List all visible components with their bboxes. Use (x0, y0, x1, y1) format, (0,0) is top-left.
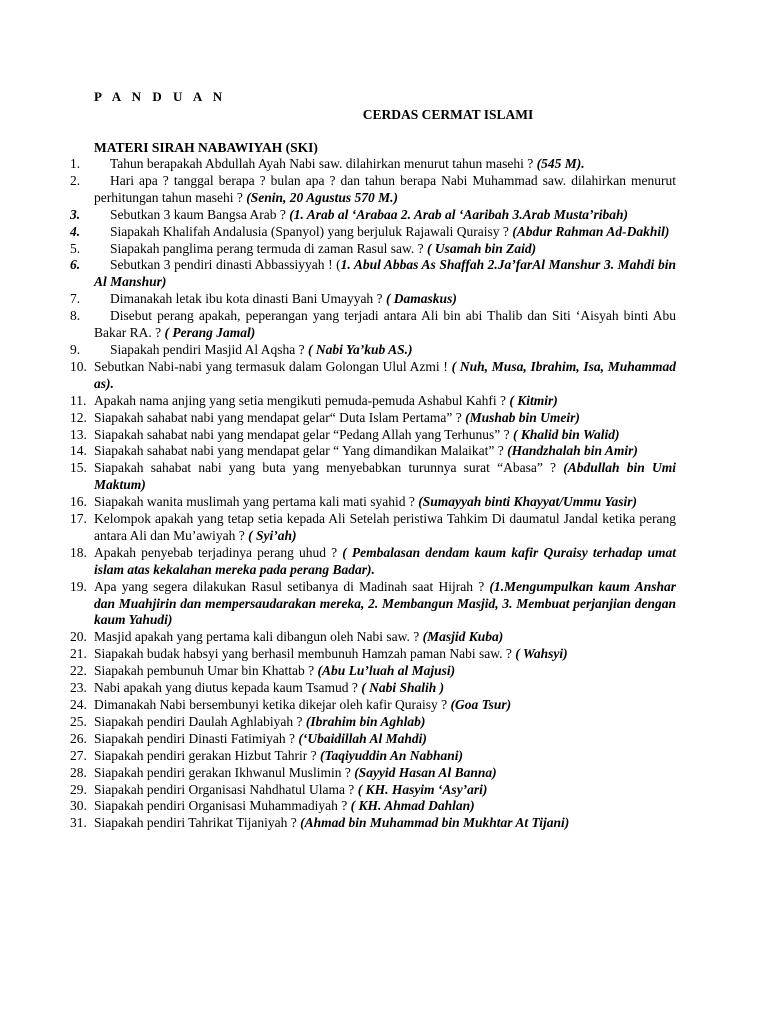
question-body: Siapakah pendiri Organisasi Muhammadiyah ? (94, 798, 351, 814)
question-body: Tahun berapakah Abdullah Ayah Nabi saw. dilahirkan menurut tahun masehi ? (110, 156, 537, 171)
question-text (94, 241, 536, 256)
question-number: 4. (70, 223, 81, 239)
question-item (70, 460, 676, 494)
section-title: MATERI SIRAH NABAWIYAH (SKI) (94, 140, 318, 155)
question-item (70, 663, 676, 680)
question-text (94, 359, 676, 391)
question-body: Apakah nama anjing yang setia mengikuti pemuda-pemuda Ashabul Kahfi ? (94, 392, 510, 408)
question-text (94, 511, 676, 543)
question-text (94, 782, 487, 797)
question-body: Disebut perang apakah, peperangan yang terjadi antara Ali bin abi Thalib dan Siti ‘Aisyah binti Abu Bakar RA. ? (94, 308, 676, 341)
question-item (70, 224, 676, 241)
question-item (70, 173, 676, 207)
answer-text: ( Usamah bin Zaid) (427, 240, 537, 256)
answer-text: ( Damaskus) (385, 291, 457, 307)
answer-text: (Sayyid Hasan Al Banna) (354, 764, 497, 780)
question-list (70, 156, 676, 832)
question-number: 3. (70, 206, 81, 222)
question-item (70, 156, 676, 173)
answer-text: (Goa Tsur) (450, 697, 512, 712)
question-number: 9. (70, 341, 81, 357)
question-item (70, 291, 676, 308)
question-body: Siapakah sahabat nabi yang mendapat gelar “ Yang dimandikan Malaikat” ? (94, 443, 508, 459)
question-number: 26. (70, 730, 87, 746)
question-body: Siapakah sahabat nabi yang buta yang menyebabkan turunnya surat “Abasa” ? (94, 460, 564, 476)
question-body: Siapakah budak habsyi yang berhasil membunuh Hamzah paman Nabi saw. ? (94, 646, 516, 662)
question-number: 22. (70, 663, 87, 679)
answer-text: (Handzhalah bin Amir) (507, 443, 638, 459)
question-item (70, 257, 676, 291)
question-body: Siapakah pendiri gerakan Ikhwanul Muslimin ? (94, 764, 355, 780)
question-item (70, 731, 676, 748)
question-number: 27. (70, 747, 87, 763)
question-body: Sebutkan Nabi-nabi yang termasuk dalam Golongan Ulul Azmi ! (94, 358, 452, 374)
question-text (94, 815, 569, 830)
answer-text: ( KH. Ahmad Dahlan) (350, 798, 475, 814)
question-body: Siapakah sahabat nabi yang mendapat gelar“ Duta Islam Pertama” ? (94, 409, 466, 425)
answer-text: (Masjid Kuba) (422, 629, 504, 645)
question-body: Siapakah Khalifah Andalusia (Spanyol) yang berjuluk Rajawali Quraisy ? (110, 223, 513, 239)
answer-text: (‘Ubaidillah Al Mahdi) (298, 730, 427, 746)
question-body: Siapakah pendiri Masjid Al Aqsha ? (110, 341, 308, 357)
question-item (70, 427, 676, 444)
question-item (70, 443, 676, 460)
question-body: Siapakah sahabat nabi yang mendapat gelar “Pedang Allah yang Terhunus” ? (94, 426, 514, 442)
question-body: Siapakah pendiri Organisasi Nahdhatul Ulama ? (94, 781, 358, 797)
question-text (94, 173, 676, 205)
question-number: 15. (70, 460, 87, 476)
question-number: 1. (70, 156, 81, 171)
question-item (70, 646, 676, 663)
answer-text: (545 M). (536, 156, 585, 171)
question-number: 31. (70, 815, 87, 831)
question-text (94, 410, 580, 425)
question-text (94, 156, 585, 171)
question-body: Kelompok apakah yang tetap setia kepada Ali Setelah peristiwa Tahkim Di daumatul Jandal ketika perang antara Ali dan Mu’awiyah ? (94, 511, 676, 543)
question-text (94, 663, 455, 678)
question-text (94, 308, 676, 340)
question-item (70, 393, 676, 410)
answer-text: ( Pembalasan dendam kaum kafir Quraisy terhadap umat islam atas kekalahan mereka pada perang Badar). (94, 544, 677, 577)
question-number: 29. (70, 781, 87, 797)
question-item (70, 782, 676, 799)
answer-text: 1. Abul Abbas As Shaffah 2.Ja’farAl Manshur 3. Mahdi bin Al Manshur) (94, 257, 676, 290)
question-number: 16. (70, 494, 87, 510)
answer-text: ( Nuh, Musa, Ibrahim, Isa, Muhammad as). (94, 358, 676, 391)
answer-text: (1.Mengumpulkan kaum Anshar dan Muahjirin dan mempersaudarakan mereka, 2. Membangun Masjid, 3. Membuat perjanjian dengan kaum Yahudi) (94, 578, 677, 628)
question-number: 18. (70, 544, 87, 560)
question-number: 20. (70, 629, 87, 645)
question-body: Siapakah pendiri Daulah Aghlabiyah ? (94, 713, 306, 729)
question-number: 2. (70, 172, 81, 188)
question-item (70, 714, 676, 731)
document-title: CERDAS CERMAT ISLAMI (362, 107, 534, 122)
question-number: 25. (70, 713, 87, 729)
question-item (70, 342, 676, 359)
answer-text: ( KH. Hasyim ‘Asy’ari) (357, 781, 488, 797)
question-text (94, 545, 676, 577)
question-body: Hari apa ? tanggal berapa ? bulan apa ? dan tahun berapa Nabi Muhammad saw. dilahirkan menurut perhitungan tahun masehi ? (94, 172, 676, 205)
question-body: Siapakah pendiri Dinasti Fatimiyah ? (94, 730, 299, 746)
question-text (94, 680, 444, 695)
answer-text: (Mushab bin Umeir) (465, 409, 580, 425)
question-body: Siapakah wanita muslimah yang pertama kali mati syahid ? (94, 494, 419, 510)
question-item (70, 511, 676, 545)
question-body: Siapakah pendiri gerakan Hizbut Tahrir ? (94, 747, 320, 763)
question-text (94, 798, 475, 813)
question-text (94, 646, 568, 661)
question-text (94, 257, 676, 289)
question-item (70, 815, 676, 832)
question-text (94, 765, 497, 780)
answer-text: ( Kitmir) (509, 392, 558, 408)
answer-text: (Taqiyuddin An Nabhani) (319, 747, 464, 763)
question-body: Sebutkan 3 kaum Bangsa Arab ? (110, 206, 290, 222)
question-item (70, 697, 676, 714)
question-number: 17. (70, 511, 87, 527)
answer-text: ( Syi’ah) (248, 527, 297, 543)
question-item (70, 765, 676, 782)
answer-text: (Sumayyah binti Khayyat/Ummu Yasir) (418, 494, 637, 510)
question-number: 5. (70, 240, 81, 256)
question-number: 28. (70, 764, 87, 780)
question-number: 8. (70, 308, 81, 324)
question-body: Nabi apakah yang diutus kepada kaum Tsamud ? (94, 680, 362, 696)
question-text (94, 393, 558, 408)
answer-text: (Senin, 20 Agustus 570 M.) (246, 189, 399, 205)
answer-text: (Ahmad bin Muhammad bin Mukhtar At Tijani) (300, 815, 570, 831)
question-text (94, 579, 676, 628)
answer-text: (Ibrahim bin Aghlab) (305, 713, 426, 729)
question-body: Apa yang segera dilakukan Rasul setibanya di Madinah saat Hijrah ? (94, 578, 490, 594)
question-text (94, 494, 637, 509)
question-body: Apakah penyebab terjadinya perang uhud ? (94, 544, 343, 560)
question-text (94, 731, 427, 746)
answer-text: ( Wahsyi) (515, 646, 568, 662)
question-item (70, 207, 676, 224)
question-body: Siapakah pendiri Tahrikat Tijaniyah ? (94, 815, 301, 831)
question-number: 19. (70, 578, 87, 594)
question-text (94, 748, 463, 763)
question-item (70, 579, 676, 630)
answer-text: (Abdur Rahman Ad-Dakhil) (512, 223, 670, 239)
answer-text: ( Nabi Shalih ) (361, 680, 445, 696)
question-text (94, 224, 669, 239)
question-number: 14. (70, 443, 87, 459)
question-item (70, 545, 676, 579)
answer-text: (Abu Lu’luah al Majusi) (317, 663, 456, 679)
answer-text: (Abdullah bin Umi Maktum) (94, 460, 676, 493)
question-body: Masjid apakah yang pertama kali dibangun oleh Nabi saw. ? (94, 629, 423, 645)
question-item (70, 308, 676, 342)
question-number: 21. (70, 646, 87, 662)
guide-label: P A N D U A N (94, 89, 227, 104)
question-body: Dimanakah Nabi bersembunyi ketika dikejar oleh kafir Quraisy ? (94, 697, 451, 712)
question-number: 6. (70, 257, 81, 273)
question-number: 10. (70, 358, 87, 374)
question-text (94, 714, 425, 729)
question-text (94, 291, 457, 306)
question-text (94, 443, 638, 458)
question-item (70, 241, 676, 258)
question-item (70, 410, 676, 427)
question-text (94, 460, 676, 492)
answer-text: ( Nabi Ya’kub AS.) (307, 341, 413, 357)
question-number: 7. (70, 291, 81, 307)
answer-text: ( Perang Jamal) (164, 325, 256, 341)
question-text (94, 342, 413, 357)
question-body: Sebutkan 3 pendiri dinasti Abbassiyyah ! ( (110, 257, 341, 273)
question-number: 12. (70, 409, 87, 425)
question-text (94, 207, 628, 222)
question-number: 24. (70, 697, 87, 712)
question-item (70, 748, 676, 765)
question-item (70, 798, 676, 815)
answer-text: ( Khalid bin Walid) (513, 426, 620, 442)
question-number: 30. (70, 798, 87, 814)
question-text (94, 629, 503, 644)
answer-text: (1. Arab al ‘Arabaa 2. Arab al ‘Aaribah 3.Arab Musta’ribah) (289, 206, 629, 222)
question-item (70, 629, 676, 646)
question-text (94, 697, 511, 712)
question-number: 13. (70, 426, 87, 442)
question-item (70, 494, 676, 511)
question-number: 23. (70, 680, 87, 696)
question-body: Siapakah pembunuh Umar bin Khattab ? (94, 663, 318, 679)
question-text (94, 427, 619, 442)
question-number: 11. (70, 392, 87, 408)
question-item (70, 359, 676, 393)
question-body: Dimanakah letak ibu kota dinasti Bani Umayyah ? (110, 291, 386, 307)
question-body: Siapakah panglima perang termuda di zaman Rasul saw. ? (110, 240, 428, 256)
question-item (70, 680, 676, 697)
